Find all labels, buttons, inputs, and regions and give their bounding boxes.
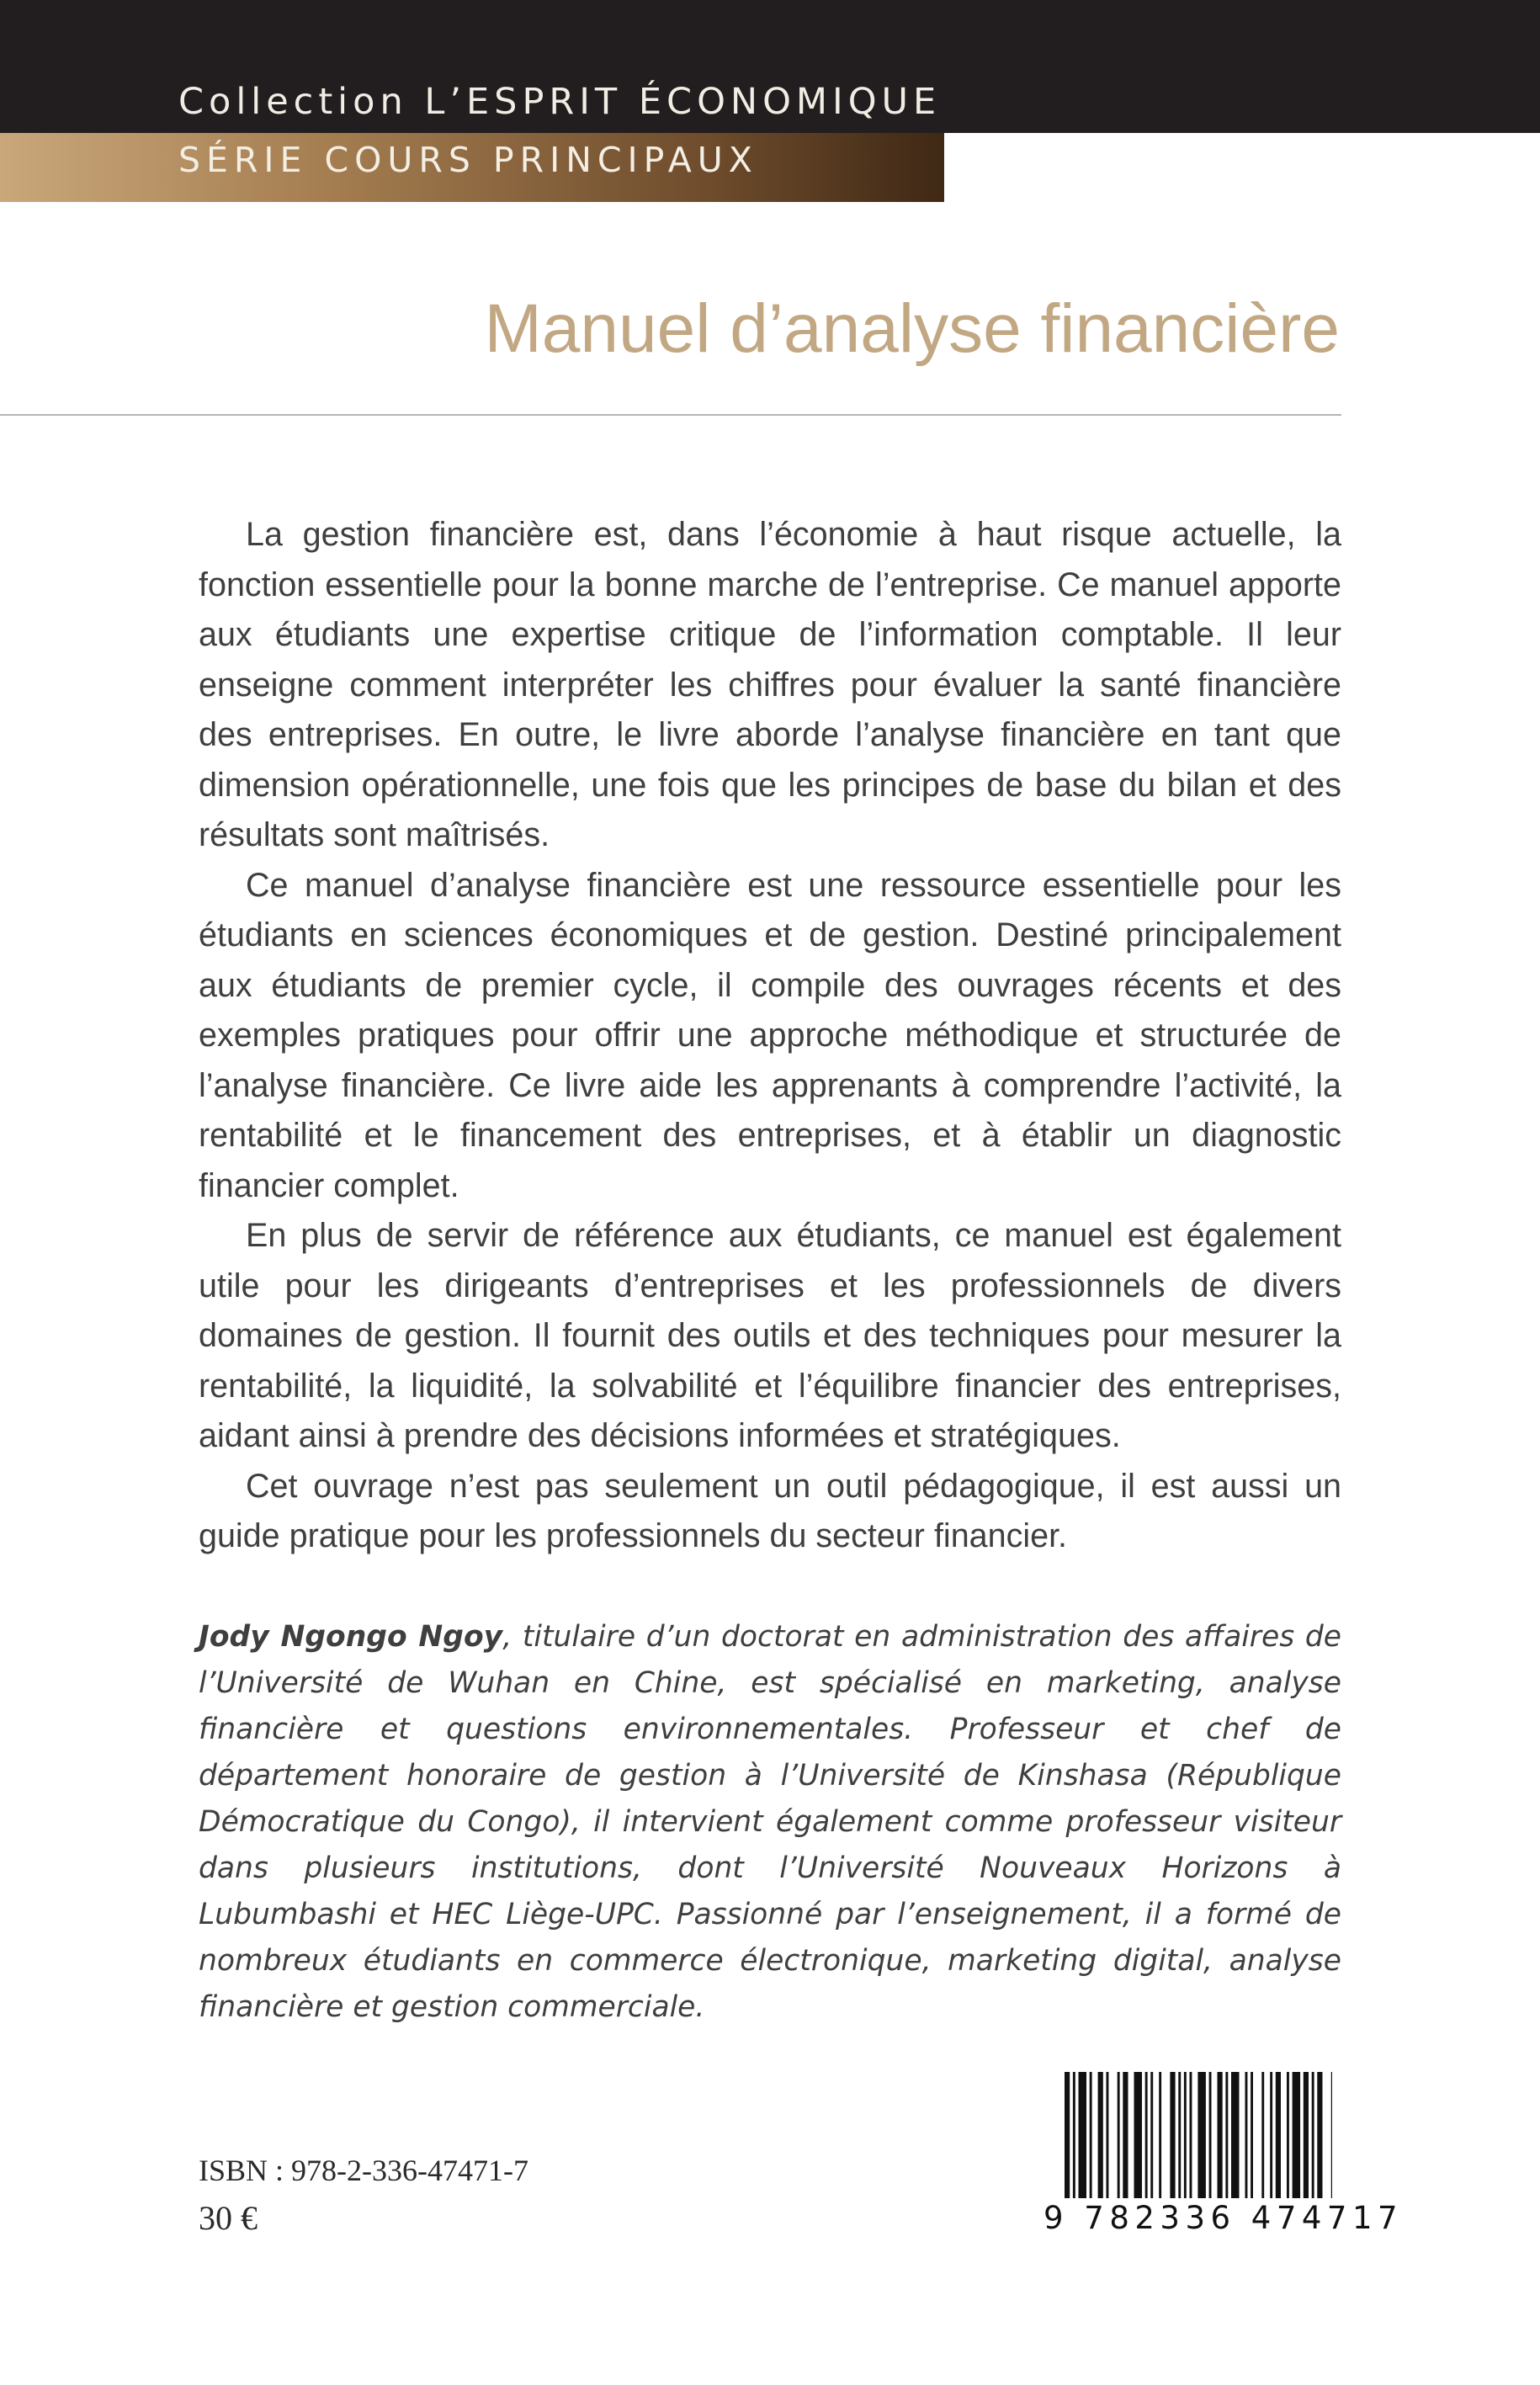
author-biography [199,1614,1341,2031]
description-paragraph-3: En plus de servir de référence aux étudiants, ce manuel est également utile pour les dirigeants d’entreprises et les professionnels de divers domaines de gestion. Il fournit des outils et des techniques pour mesurer la rentabilité, la liquidité, la solvabilité et l’équilibre financier des entreprises, aidant ainsi à prendre des décisions informées et stratégiques. [199,1217,1341,1454]
barcode-digits: 9 782336 474717 [1043,2200,1404,2236]
description-paragraph-2: Ce manuel d’analyse financière est une ressource essentielle pour les étudiants en sciences économiques et de gestion. Destiné principalement aux étudiants de premier cycle, il compile des ouvrages récents et des exemples pratiques pour offrir une approche méthodique et structurée de l’analyse financière. Ce livre aide les apprenants à comprendre l’activité, la rentabilité et le financement des entreprises, et à établir un diagnostic financier complet. [199,866,1341,1204]
book-description [199,510,1341,1562]
barcode-bar [1251,2072,1253,2198]
barcode-bar [1270,2072,1272,2198]
author-name: Jody Ngongo Ngoy [199,1620,503,1654]
barcode-bar [1145,2072,1148,2198]
barcode-bar [1304,2072,1309,2198]
barcode-bar [1312,2072,1314,2198]
author-bio-text: , titulaire d’un doctorat en administration des affaires de l’Université de Wuhan en Chine, est spécialisé en marketing, analyse financière et questions environnementales. Professeur et chef de département honoraire de gestion à l’Université de Kinshasa (République Démocratique du Congo), il intervient également comme professeur visiteur dans plusieurs institutions, dont l’Université Nouveaux Horizons à Lubumbashi et HEC Liège-UPC. Passionné par l’enseignement, il a formé de nombreux étudiants en commerce électronique, marketing digital, analyse financière et gestion commerciale. [199,1620,1341,2024]
barcode-bar [1065,2072,1070,2198]
barcode-bars-icon [1065,2072,1332,2198]
barcode-bar [1218,2072,1223,2198]
barcode-bar [1261,2072,1264,2198]
barcode-bar [1118,2072,1120,2198]
barcode-bar [1245,2072,1248,2198]
barcode-bar [1190,2072,1192,2198]
barcode-bar [1090,2072,1092,2198]
barcode [1043,2072,1404,2249]
barcode-bar [1317,2072,1322,2198]
barcode-bar [1197,2072,1206,2198]
title-divider [0,414,1341,416]
barcode-bar [1225,2072,1228,2198]
book-title: Manuel d’analyse financière [484,290,1340,367]
barcode-bar [1287,2072,1289,2198]
barcode-bar [1331,2072,1332,2198]
barcode-bar [1079,2072,1087,2198]
barcode-bar [1123,2072,1128,2198]
barcode-bar [1184,2072,1187,2198]
barcode-bar [1231,2072,1240,2198]
isbn-label: ISBN : 978-2-336-47471-7 [199,2154,528,2187]
barcode-bar [1170,2072,1175,2198]
barcode-bar [1276,2072,1281,2198]
series-name: SÉRIE COURS PRINCIPAUX [178,140,758,180]
barcode-bar [1073,2072,1075,2198]
collection-name: Collection L’ESPRIT ÉCONOMIQUE [178,81,942,123]
description-paragraph-1: La gestion financière est, dans l’économie à haut risque actuelle, la fonction essentielle pour la bonne marche de l’entreprise. Ce manuel apporte aux étudiants une expertise critique de l’information comptable. Il leur enseigne comment interpréter les chiffres pour évaluer la santé financière des entreprises. En outre, le livre aborde l’analyse financière en tant que dimension opérationnelle, une fois que les principes de base du bilan et des résultats sont maîtrisés. [199,516,1341,853]
price-label: 30 € [199,2199,258,2237]
barcode-bar [1134,2072,1143,2198]
barcode-bar [1209,2072,1212,2198]
description-paragraph-4: Cet ouvrage n’est pas seulement un outil pédagogique, il est aussi un guide pratique pour les professionnels du secteur financier. [199,1467,1341,1554]
barcode-bar [1178,2072,1181,2198]
barcode-bar [1159,2072,1161,2198]
barcode-bar [1107,2072,1109,2198]
barcode-bar [1293,2072,1301,2198]
barcode-bar [1098,2072,1103,2198]
barcode-bar [1150,2072,1153,2198]
